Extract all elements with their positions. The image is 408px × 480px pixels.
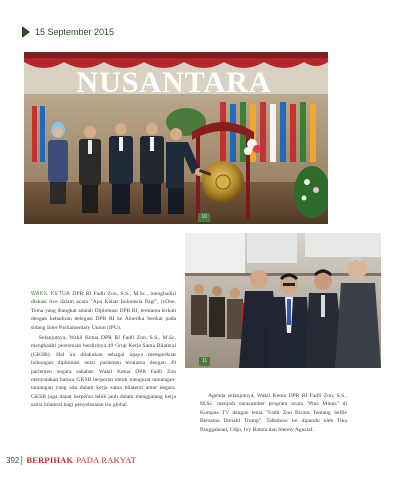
article-left-column bbox=[31, 290, 176, 412]
footer-brand-rest: PADA RAKYAT bbox=[76, 455, 137, 465]
triangle-marker-icon bbox=[22, 26, 30, 38]
article-paragraph-1-body: DPR RI Fadli Zon, S.S., M.Sc., menghadiri diskusi live dalam acara "Apa Kabar Indonesia Pagi", tvOne. Tema yang diangkat adalah Diplomasi DPR RI, terutama terkait dengan kehadiran delegasi DPR RI ke Amerika Serikat pada sidang Inter Parliamentary Union (IPU). bbox=[31, 291, 176, 331]
footer-divider bbox=[21, 456, 22, 465]
footer-brand-bold: BERPIHAK bbox=[26, 455, 74, 465]
article-paragraph-2: Selanjutnya, Wakil Ketua DPR RI Fadli Zon, S.S., M.Sc. menghadiri peresmian berdirinya 49 Grup Kerja Sama Bilateral (GKSB). Hal ini dilakukan sebagai upaya memperkuat hubungan diplomasi antar parlemen terutama dengan 49 parlemen negara sahabat. Wakil Ketua DPR Fadli Zon menyatakan bahwa GKSB berperan untuk mengurai tantangan-tantangan yang ada dalam kerja sama bilateral antar negara. GKSB juga dapat berperan lebih jauh dalam menggalang kerja sama bilateral bagi penyelesaian isu global. bbox=[31, 335, 176, 409]
photo-tag-11: 11 bbox=[199, 357, 210, 366]
article-paragraph-1 bbox=[31, 290, 176, 332]
page-footer bbox=[6, 455, 136, 465]
photo-tag-10: 10 bbox=[198, 213, 210, 222]
photo-ceremony-illustration bbox=[24, 52, 328, 224]
date-label: 15 September 2015 bbox=[35, 27, 115, 37]
photo-group-illustration bbox=[185, 233, 381, 368]
article-right-column bbox=[200, 392, 347, 436]
photo-ceremony-gong bbox=[24, 52, 328, 224]
article-lead: WAKIL KETUA bbox=[31, 291, 70, 297]
article-paragraph-3: Agenda selanjutnya, Wakil Ketua DPR RI Fadli Zon, S.S., M.Sc. menjadi narasumber program acara "Plus Minus" di Kompas TV dengan tema "Fadli Zon Bicara Tentang Selfie Bersama Donald Trump". Talkshow ini dipandu oleh Tika Panggabean, Udjo, Ivy Batuta dan Stenny Agustaf. bbox=[200, 393, 347, 433]
date-header bbox=[22, 26, 114, 38]
banner-text: NUSANTARA bbox=[76, 66, 272, 99]
photo-group-meeting bbox=[185, 233, 381, 368]
page-number: 392 bbox=[6, 456, 20, 465]
